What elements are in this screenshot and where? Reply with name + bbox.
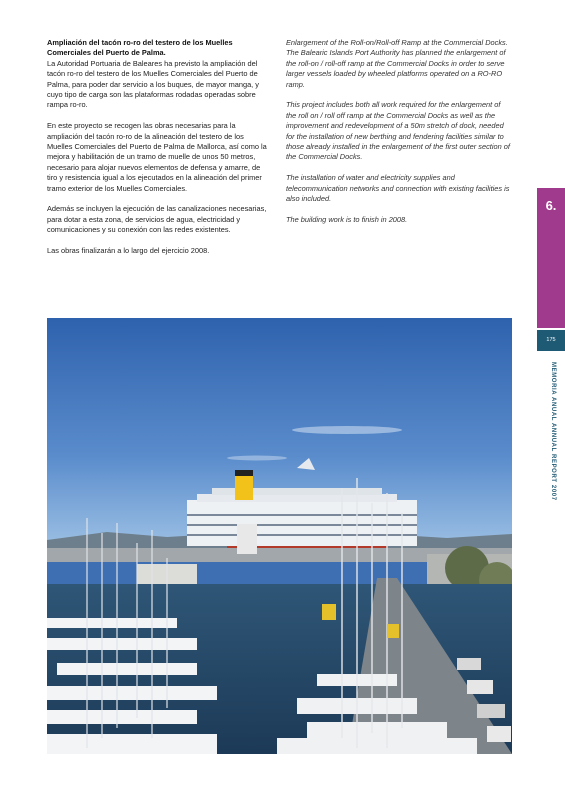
spanish-paragraph-1: La Autoridad Portuaria de Baleares ha previsto la ampliación del tacón ro-ro del testero de los Muelles Comerciales del Puerto de Palma, para poder dar servicio a los buques, de mayor manga, y cuyo tipo de carga son las plataformas rodadas operadas sobre rampa ro-ro. — [47, 58, 259, 110]
harbour-building — [237, 524, 257, 554]
sidebar-divider — [537, 350, 565, 351]
annual-report-label: MEMORIA ANUAL ANNUAL REPORT 2007 — [550, 362, 556, 501]
english-paragraph-4: The building work is to finish in 2008. — [286, 214, 408, 224]
english-text-column — [286, 38, 512, 236]
cloud — [292, 426, 402, 434]
english-paragraph-2: This project includes both all work required for the enlargement of the roll on / roll off ramp at the Commercial Docks as well as the improvement and redevelopment of a 50m stretch of dock, needed for the installation of new berthing and fendering facilities similar to those already installed in the enlargement of the first outer section of the Commercial Docks. — [286, 100, 510, 162]
spanish-paragraph-4: Las obras finalizarán a lo largo del ejercicio 2008. — [47, 246, 210, 256]
spanish-text-column — [47, 38, 269, 267]
page-number: 175 — [537, 330, 565, 350]
english-paragraph-1: The Balearic Islands Port Authority has planned the enlargement of the roll-on / roll-off ramp at the Commercial Docks in order to serve larger vessels loaded by wheeled platforms operated on a RO-RO ramp. — [286, 48, 506, 89]
chapter-tab: 6. — [537, 188, 565, 328]
english-paragraph-3: The installation of water and electricity supplies and telecommunication networks and connection with existing facilities is also included. — [286, 173, 510, 204]
cruise-ship-and-marina-photo — [47, 318, 512, 754]
cloud — [227, 456, 287, 461]
spanish-paragraph-3: Además se incluyen la ejecución de las canalizaciones necesarias, para dotar a esta zona, de servicios de agua, electricidad y comunicaciones y su conexión con las redes existentes. — [47, 204, 267, 235]
yellow-flag — [387, 624, 399, 638]
yellow-flag — [322, 604, 336, 620]
marina-illustration — [47, 318, 512, 754]
english-section-title: Enlargement of the Roll-on/Roll-off Ramp at the Commercial Docks. — [286, 38, 508, 47]
spanish-paragraph-2: En este proyecto se recogen las obras necesarias para la ampliación del tacón ro-ro de la alineación del testero de los Muelles Comerciales del Puerto de Palma de Mallorca, así como la mejora y habilitación de un tramo de muelle de unos 50 metros, necesario para alojar nuevos elementos de defensa y amarre, de tiro y resistencia igual a los ejecutados en la alineación del primer tramo exterior de los Muelles Comerciales. — [47, 121, 267, 193]
spanish-section-title: Ampliación del tacón ro-ro del testero de los Muelles Comerciales del Puerto de Palma. — [47, 38, 233, 58]
